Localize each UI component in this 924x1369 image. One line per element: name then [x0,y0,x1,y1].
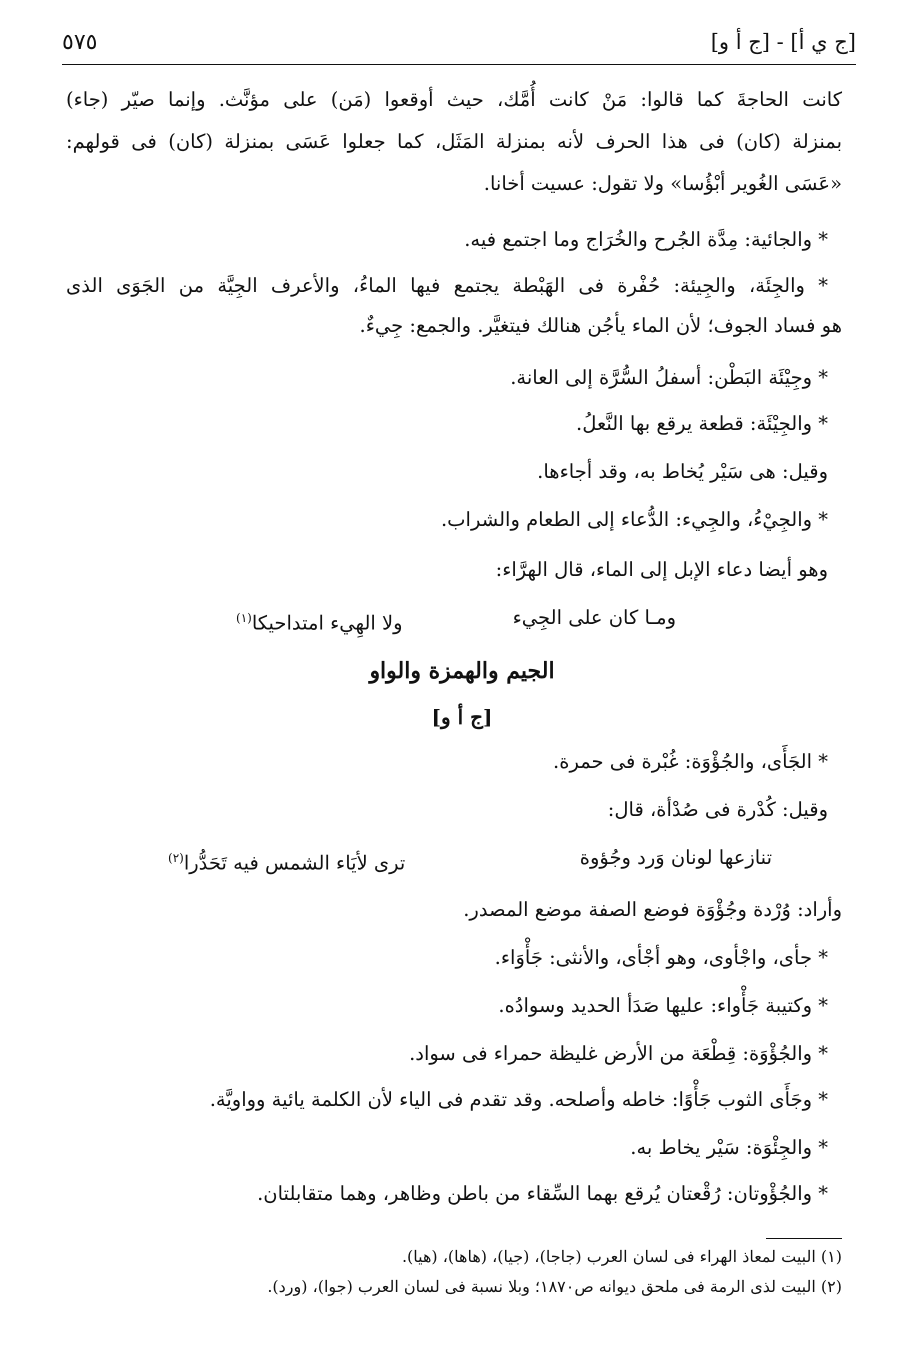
verse-2-second-hemistich-text: ترى لأيَاء الشمس فيه تَحَدُّرا [183,851,406,875]
running-head: [ج ي أ] - [ج أ و] [710,30,856,54]
verse-1-second-hemistich-text: ولا الهِيء امتداحيكا [251,611,403,635]
text-line: وأراد: وُرْدة وجُؤْوَة فوضع الصفة موضع المصدر. [463,898,842,921]
text-line: * والجُؤْوَة: قِطْعَة من الأرض غليظة حمراء فى سواد. [409,1042,828,1065]
text-line: * والجِئَة، والجِيئة: حُفْرة فى الهَبْطة يجتمع فيها الماءُ، والأعرف الجِيَّة من الجَوَى الذى [66,274,828,297]
text-line: * جأى، واجْأوى، وهو أجْأى، والأنثى: جَأْوَاء. [494,946,828,969]
page-number: ٥٧٥ [62,30,98,55]
verse-1-second-hemistich [236,604,403,638]
text-line: * والجائية: مِدَّة الجُرح والخُرَاج وما اجتمع فيه. [464,228,828,251]
text-line: * وجَأَى الثوب جَأْوًا: خاطه وأصلحه. وقد تقدم فى الياء لأن الكلمة يائية وواويَّة. [209,1088,828,1111]
text-line: * الجَأَى، والجُؤْوَة: غُبْرة فى حمرة. [553,750,828,773]
footnote-ref-1: (١) [236,611,252,625]
text-line: * وكتيبة جَأْواء: عليها صَدَأ الحديد وسوادُه. [498,994,828,1017]
footnote-1: (١) البيت لمعاذ الهراء فى لسان العرب (جاجا)، (جيا)، (هاها)، (هيا). [401,1247,842,1266]
footnote-rule [766,1238,842,1239]
text-line: «عَسَى الغُوير أبْؤُسا» ولا تقول: عسيت أخانا. [483,172,842,195]
text-line: بمنزلة (كان) فى هذا الحرف لأنه بمنزلة المَثَل، كما جعلوا عَسَى بمنزلة (كان) فى قولهم: [66,130,842,153]
text-line: وهو أيضا دعاء الإبل إلى الماء، قال الهرَّاء: [495,558,828,581]
text-line: * وجِيْئَة البَطْن: أسفلُ السُّرَّة إلى العانة. [510,366,828,389]
page-header [62,30,856,60]
verse-2-second-hemistich [168,844,405,878]
section-heading: الجيم والهمزة والواو [369,658,555,684]
text-line: * والجِئْوَة: سَيْر يخاط به. [630,1136,828,1159]
text-line: * والجِيْئَة: قطعة يرقع بها النَّعلُ. [576,412,828,435]
text-line: * والجِيْءُ، والجِيء: الدُّعاء إلى الطعام والشراب. [440,508,828,531]
verse-2-first-hemistich: تنازعها لونان وَرد وجُؤوة [579,846,772,869]
text-line: هو فساد الجوف؛ لأن الماء يأجُن هنالك فيتغيَّر. والجمع: جِيءٌ. [359,314,842,337]
text-line: وقيل: كُدْرة فى صُدْأة، قال: [607,798,828,821]
text-line: وقيل: هى سَيْر يُخاط به، وقد أجاءها. [537,460,828,483]
header-rule [62,64,856,65]
verse-1-first-hemistich: ومـا كان على الجِيء [512,606,676,629]
root-heading: [ج أ و] [431,705,493,729]
footnote-2: (٢) البيت لذى الرمة فى ملحق ديوانه ص١٨٧٠؛ وبلا نسبة فى لسان العرب (جوا)، (ورد). [267,1277,842,1296]
text-line: * والجُؤْوتان: رُقْعتان يُرقع بهما السِّقاء من باطن وظاهر، وهما متقابلتان. [257,1182,828,1205]
footnote-ref-2: (٢) [168,851,184,865]
text-line: كانت الحاجةَ كما قالوا: مَنْ كانت أُمَّك، حيث أوقعوا (مَن) على مؤنَّث. وإنما صيّر (جاء) [66,88,842,111]
